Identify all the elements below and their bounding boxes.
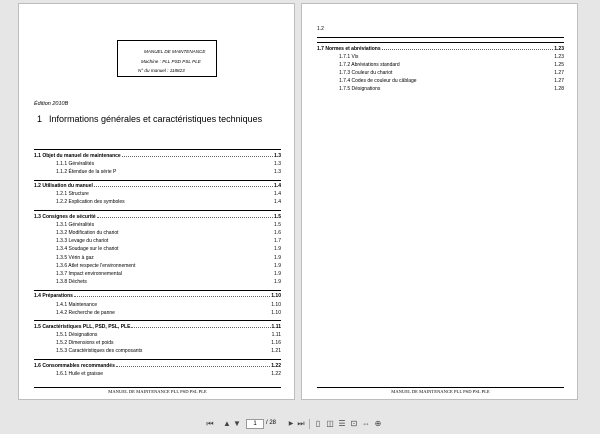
toc-heading-title: 1.2 Utilisation du manuel (34, 183, 93, 190)
toc-heading-title: 1.5 Caractéristiques PLL, PSD, PSL, PLE (34, 323, 131, 330)
dot-leader (74, 292, 270, 298)
dot-leader (143, 347, 270, 353)
toc-entry-page: 1.9 (274, 279, 281, 286)
toc-entry-page: 1.9 (274, 254, 281, 261)
toc-entry-page: 1.27 (554, 70, 564, 77)
dot-leader (126, 198, 273, 204)
dot-leader (98, 300, 270, 306)
toc-entry[interactable] (34, 369, 281, 377)
toc-entry-page: 1.23 (554, 53, 564, 60)
toc-entry-page: 1.4 (274, 199, 281, 206)
dot-leader (90, 190, 273, 196)
toc-entry[interactable] (34, 159, 281, 167)
toc-entry[interactable] (34, 220, 281, 228)
toc-entry[interactable] (317, 52, 564, 60)
next-arrow-icon[interactable]: ▶ (288, 421, 294, 427)
toc-heading-page: 1.10 (271, 293, 281, 300)
dot-leader (393, 69, 553, 75)
dot-leader (359, 52, 553, 58)
toc-entry-page: 1.3 (274, 160, 281, 167)
toc-heading-page: 1.22 (271, 362, 281, 369)
dot-leader (95, 159, 273, 165)
toc-heading[interactable] (34, 212, 281, 220)
toc-entry-page: 1.9 (274, 246, 281, 253)
dot-leader (131, 322, 270, 328)
dot-leader (381, 85, 553, 91)
toc-entry[interactable] (34, 339, 281, 347)
toc-entry-title: 1.4.2 Recherche de panne (56, 309, 115, 316)
toc-entry[interactable] (34, 300, 281, 308)
toc-section (34, 320, 281, 355)
dot-leader (123, 269, 273, 275)
toc-entry[interactable] (34, 331, 281, 339)
dot-leader (88, 278, 273, 284)
toc-entry-title: 1.1.1 Généralités (56, 160, 95, 167)
dot-leader (104, 369, 270, 375)
toc-entry[interactable] (34, 190, 281, 198)
dot-leader (97, 212, 273, 218)
toc-heading-page: 1.11 (271, 323, 281, 330)
dot-leader (401, 60, 554, 66)
toc-entry-title: 1.3.7 Impact environnemental (56, 270, 122, 277)
right-page (301, 3, 578, 400)
toc-entry-page: 1.27 (554, 78, 564, 85)
toc-entry-page: 1.21 (271, 348, 281, 355)
single-page-icon[interactable]: ▯ (315, 419, 321, 428)
dot-leader (98, 331, 270, 337)
chapter-title (37, 114, 262, 124)
dot-leader (117, 167, 273, 173)
toc-entry-title: 1.5.3 Caractéristiques des composants (56, 348, 143, 355)
toc-entry-title: 1.3.2 Modification du chariot (56, 230, 119, 236)
dot-leader (94, 182, 273, 188)
toc-entry-page: 1.6 (274, 230, 281, 236)
edition-label: Édition 2010B (34, 101, 69, 107)
toc-entry-title: 1.6.1 Huile et graisse (56, 370, 103, 377)
dot-leader (120, 229, 274, 235)
scroll-icon[interactable]: ☰ (338, 419, 346, 428)
page-number: 1.2 (317, 26, 324, 32)
dot-leader (95, 220, 273, 226)
dot-leader (136, 261, 273, 267)
left-page (18, 3, 295, 400)
toolbar-separator (309, 419, 310, 429)
toc-section (317, 42, 564, 93)
first-page-icon[interactable]: ⏮ (206, 419, 214, 428)
chapter-number: 1 (37, 114, 43, 124)
toc-section (34, 210, 281, 286)
toc-entry-page: 1.22 (271, 370, 281, 377)
table-of-contents (317, 42, 564, 97)
toc-heading-page: 1.23 (554, 45, 564, 52)
dot-leader (418, 77, 554, 83)
toc-entry[interactable] (34, 308, 281, 316)
toc-entry-title: 1.3.3 Levage du chariot (56, 238, 109, 245)
toc-entry-page: 1.28 (554, 86, 564, 93)
toc-entry[interactable] (317, 85, 564, 93)
toc-entry[interactable] (34, 278, 281, 286)
pdf-toolbar (0, 414, 600, 434)
toc-entry[interactable] (34, 245, 281, 253)
dot-leader (122, 151, 273, 157)
manual-number: N° du manuel : 118823 (138, 68, 185, 73)
toc-entry-page: 1.4 (274, 191, 281, 198)
toc-entry[interactable] (34, 261, 281, 269)
toc-entry-title: 1.7.5 Désignations (339, 86, 381, 93)
toc-heading-title: 1.3 Consignes de sécurité (34, 213, 96, 220)
fit-page-icon[interactable]: ⊡ (350, 419, 358, 428)
toc-heading[interactable] (34, 151, 281, 159)
fit-width-icon[interactable]: ⇔ (362, 419, 370, 428)
toc-entry-title: 1.3.8 Déchets (56, 279, 87, 286)
toc-entry[interactable] (34, 167, 281, 175)
manual-header-box (117, 40, 217, 77)
toc-heading[interactable] (317, 44, 564, 52)
dot-leader (109, 237, 273, 243)
toc-entry-page: 1.7 (274, 238, 281, 245)
toc-entry-page: 1.10 (271, 301, 281, 308)
toc-heading-page: 1.3 (274, 152, 281, 159)
toc-entry-title: 1.5.1 Désignations (56, 332, 98, 339)
total-pages-label: / 28 (266, 420, 277, 426)
toc-entry[interactable] (34, 253, 281, 261)
toc-section (34, 290, 281, 317)
machine-line: Machine : PLL PSD PSL PLE (141, 59, 201, 64)
dot-leader (120, 245, 274, 251)
toc-heading-page: 1.4 (274, 183, 281, 190)
toc-heading[interactable] (34, 322, 281, 330)
toc-entry-title: 1.7.2 Abréviations standard (339, 61, 400, 68)
last-page-icon[interactable]: ⏭ (297, 419, 305, 428)
two-page-icon[interactable]: ◫ (326, 419, 334, 428)
toc-entry-title: 1.7.3 Couleur du chariot (339, 70, 393, 77)
toc-entry-page: 1.5 (274, 221, 281, 228)
toc-entry-page: 1.3 (274, 168, 281, 175)
toc-entry-title: 1.4.1 Maintenance (56, 301, 98, 308)
toc-entry[interactable] (317, 60, 564, 68)
toc-entry-title: 1.5.2 Dimensions et poids (56, 340, 114, 347)
toc-entry-title: 1.3.6 Atlet respecte l'environnement (56, 262, 136, 269)
toc-entry-page: 1.25 (554, 61, 564, 68)
toc-heading-page: 1.5 (274, 213, 281, 220)
toc-entry[interactable] (34, 269, 281, 277)
toc-section (34, 180, 281, 207)
toc-heading[interactable] (34, 182, 281, 190)
toc-section (34, 149, 281, 176)
toc-entry-title: 1.3.4 Soudage sur le chariot (56, 246, 119, 253)
toc-entry-title: 1.7.4 Codes de couleur du câblage (339, 78, 417, 85)
toc-section (34, 359, 281, 377)
toc-entry-page: 1.11 (271, 332, 281, 339)
toc-entry-title: 1.1.2 Étendue de la série P (56, 168, 117, 175)
toc-heading[interactable] (34, 361, 281, 369)
page-footer: MANUEL DE MAINTENANCE PLL PSD PSL PLE (317, 387, 564, 394)
toc-entry-title: 1.7.1 Vis (339, 53, 359, 60)
toc-entry[interactable] (34, 229, 281, 237)
toc-entry-title: 1.3.5 Vérin à gaz (56, 254, 94, 261)
header-rule (317, 37, 564, 38)
chapter-title-text: Informations générales et caractéristiques techniques (49, 114, 263, 124)
dot-leader (95, 253, 273, 259)
page-number-input[interactable]: 1 (246, 419, 264, 429)
toc-heading-title: 1.7 Normes et abréviations (317, 45, 381, 52)
toc-heading-title: 1.1 Objet du manuel de maintenance (34, 152, 121, 159)
manual-title: MANUEL DE MAINTENANCE (144, 49, 206, 54)
toc-heading[interactable] (34, 292, 281, 300)
dot-leader (116, 361, 270, 367)
prev-page-icon[interactable]: ▲ (223, 419, 231, 428)
next-page-icon[interactable]: ▼ (233, 419, 241, 428)
toc-entry-title: 1.3.1 Généralités (56, 221, 95, 228)
dot-leader (115, 339, 271, 345)
zoom-icon[interactable]: ⊕ (374, 419, 382, 428)
toc-entry[interactable] (317, 69, 564, 77)
dot-leader (382, 44, 554, 50)
dot-leader (116, 308, 270, 314)
toc-entry-page: 1.10 (271, 309, 281, 316)
toc-entry[interactable] (34, 198, 281, 206)
toc-entry[interactable] (34, 237, 281, 245)
toc-entry-page: 1.9 (274, 270, 281, 277)
toc-entry-page: 1.9 (274, 262, 281, 269)
toc-entry-page: 1.16 (271, 340, 281, 347)
toc-heading-title: 1.6 Consommables recommandés (34, 362, 115, 369)
toc-heading-title: 1.4 Préparations (34, 293, 73, 300)
page-footer: MANUEL DE MAINTENANCE PLL PSD PSL PLE (34, 387, 281, 394)
toc-entry-title: 1.2.2 Explication des symboles (56, 199, 125, 206)
table-of-contents (34, 149, 281, 382)
toc-entry[interactable] (34, 347, 281, 355)
toc-entry[interactable] (317, 77, 564, 85)
toc-entry-title: 1.2.1 Structure (56, 191, 89, 198)
